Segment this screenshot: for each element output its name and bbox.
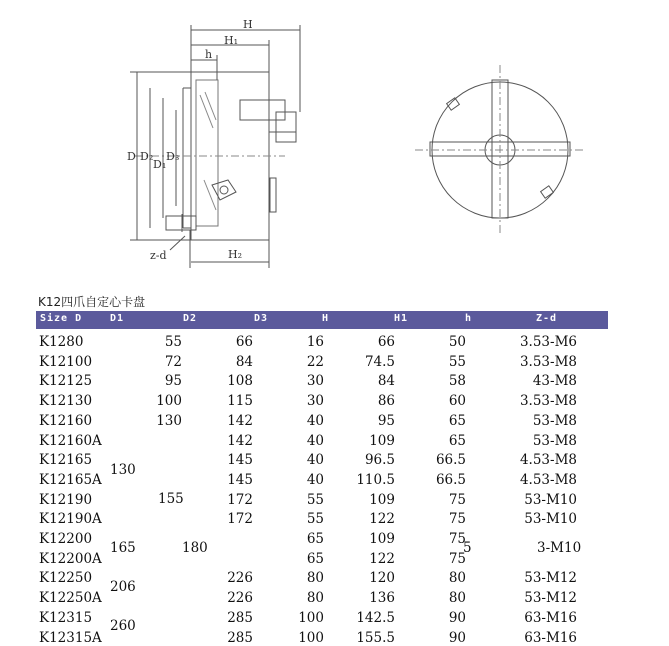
table-cell: 75 bbox=[448, 531, 466, 547]
table-cell: 80 bbox=[448, 570, 466, 587]
table-cell: 3.53-M6 bbox=[519, 334, 577, 350]
table-cell: 55 bbox=[306, 491, 324, 508]
row-size-label: K12315 bbox=[39, 609, 93, 626]
row-size-label: K1280 bbox=[39, 334, 84, 350]
table-cell: 66 bbox=[377, 334, 395, 350]
table-cell: 136 bbox=[369, 590, 395, 607]
table-cell: 30 bbox=[306, 373, 324, 390]
dim-label-D2: D₂ bbox=[140, 150, 154, 163]
table-cell: 109 bbox=[369, 531, 395, 547]
table-cell: 58 bbox=[448, 373, 466, 390]
table-cell: 100 bbox=[156, 393, 182, 410]
table-cell: 65 bbox=[306, 550, 324, 567]
table-cell: 145 bbox=[227, 452, 253, 469]
table-cell: 109 bbox=[369, 491, 395, 508]
chuck-technical-drawing bbox=[0, 0, 669, 285]
table-cell: 96.5 bbox=[364, 452, 395, 469]
table-cell: 172 bbox=[227, 511, 253, 528]
table-cell: 53-M10 bbox=[524, 491, 577, 508]
row-size-label: K12190 bbox=[39, 491, 93, 508]
table-cell: 3.53-M8 bbox=[519, 353, 577, 370]
table-cell: 142.5 bbox=[356, 609, 395, 626]
column-header: h bbox=[465, 313, 473, 324]
table-cell: 95 bbox=[377, 412, 395, 429]
row-size-label: K12165 bbox=[39, 452, 93, 469]
table-cell: 65 bbox=[448, 432, 466, 449]
table-cell: 66.5 bbox=[435, 471, 466, 488]
table-cell: 90 bbox=[448, 629, 466, 646]
table-cell: 74.5 bbox=[364, 353, 395, 370]
table-cell: 55 bbox=[448, 353, 466, 370]
table-cell: 122 bbox=[369, 550, 395, 567]
table-cell: 226 bbox=[227, 590, 253, 607]
table-cell: 75 bbox=[448, 491, 466, 508]
merged-cell-h_5: 5 bbox=[463, 540, 472, 556]
table-cell: 63-M16 bbox=[524, 609, 577, 626]
column-header: D2 bbox=[183, 313, 198, 324]
column-header: D1 bbox=[110, 313, 125, 324]
table-cell: 53-M12 bbox=[524, 590, 577, 607]
table-cell: 16 bbox=[306, 334, 324, 350]
table-cell: 75 bbox=[448, 511, 466, 528]
table-cell: 285 bbox=[227, 629, 253, 646]
merged-cell-zd_3m10: 3-M10 bbox=[537, 540, 582, 556]
table-cell: 22 bbox=[306, 353, 324, 370]
table-cell: 40 bbox=[306, 452, 324, 469]
table-cell: 50 bbox=[448, 334, 466, 350]
table-cell: 53-M8 bbox=[532, 412, 577, 429]
column-header: D3 bbox=[254, 313, 269, 324]
merged-cell-d1_165: 165 bbox=[110, 540, 136, 556]
table-cell: 155.5 bbox=[356, 629, 395, 646]
dim-label-D1: D₁ bbox=[153, 158, 167, 171]
row-size-label: K12315A bbox=[39, 629, 102, 646]
table-cell: 55 bbox=[164, 334, 182, 350]
merged-cell-d1_130: 130 bbox=[110, 462, 136, 478]
table-cell: 84 bbox=[235, 353, 253, 370]
column-header: Z-d bbox=[536, 313, 558, 324]
table-cell: 53-M8 bbox=[532, 432, 577, 449]
table-cell: 40 bbox=[306, 432, 324, 449]
merged-cell-d2_180: 180 bbox=[182, 540, 208, 556]
table-cell: 100 bbox=[298, 629, 324, 646]
merged-cell-d1_260: 260 bbox=[110, 618, 136, 634]
table-cell: 86 bbox=[377, 393, 395, 410]
row-size-label: K12200 bbox=[39, 531, 93, 547]
row-size-label: K12125 bbox=[39, 373, 93, 390]
table-cell: 66 bbox=[235, 334, 253, 350]
table-cell: 72 bbox=[164, 353, 182, 370]
table-cell: 4.53-M8 bbox=[519, 471, 577, 488]
merged-cell-d1_206: 206 bbox=[110, 579, 136, 595]
table-cell: 115 bbox=[227, 393, 253, 410]
dim-label-H2: H₂ bbox=[228, 248, 243, 261]
dim-label-H: H bbox=[243, 18, 253, 31]
table-cell: 172 bbox=[227, 491, 253, 508]
table-cell: 80 bbox=[306, 570, 324, 587]
column-header: H1 bbox=[394, 313, 409, 324]
table-cell: 145 bbox=[227, 471, 253, 488]
table-cell: 43-M8 bbox=[532, 373, 577, 390]
table-cell: 142 bbox=[227, 432, 253, 449]
table-cell: 66.5 bbox=[435, 452, 466, 469]
table-cell: 110.5 bbox=[356, 471, 395, 488]
table-cell: 55 bbox=[306, 511, 324, 528]
table-cell: 100 bbox=[298, 609, 324, 626]
row-size-label: K12200A bbox=[39, 550, 102, 567]
table-cell: 53-M10 bbox=[524, 511, 577, 528]
table-cell: 63-M16 bbox=[524, 629, 577, 646]
row-size-label: K12165A bbox=[39, 471, 102, 488]
dim-label-h: h bbox=[205, 48, 213, 61]
table-cell: 80 bbox=[306, 590, 324, 607]
dim-label-D3: D₃ bbox=[166, 150, 180, 163]
table-cell: 40 bbox=[306, 471, 324, 488]
table-cell: 30 bbox=[306, 393, 324, 410]
table-cell: 65 bbox=[306, 531, 324, 547]
table-cell: 3.53-M8 bbox=[519, 393, 577, 410]
table-cell: 53-M12 bbox=[524, 570, 577, 587]
table-cell: 60 bbox=[448, 393, 466, 410]
row-size-label: K12160 bbox=[39, 412, 93, 429]
table-cell: 84 bbox=[377, 373, 395, 390]
table-cell: 109 bbox=[369, 432, 395, 449]
dim-label-z-d: z-d bbox=[150, 249, 167, 262]
row-size-label: K12160A bbox=[39, 432, 102, 449]
table-cell: 130 bbox=[156, 412, 182, 429]
column-header: Size D bbox=[40, 313, 83, 324]
row-size-label: K12100 bbox=[39, 353, 93, 370]
row-size-label: K12250A bbox=[39, 590, 102, 607]
table-cell: 75 bbox=[448, 550, 466, 567]
table-cell: 40 bbox=[306, 412, 324, 429]
table-cell: 90 bbox=[448, 609, 466, 626]
table-cell: 285 bbox=[227, 609, 253, 626]
table-caption: K12四爪自定心卡盘 bbox=[38, 295, 146, 309]
table-cell: 95 bbox=[164, 373, 182, 390]
dim-label-H1: H₁ bbox=[224, 34, 239, 47]
table-cell: 65 bbox=[448, 412, 466, 429]
table-cell: 108 bbox=[227, 373, 253, 390]
dim-label-D: D bbox=[127, 150, 136, 163]
table-cell: 142 bbox=[227, 412, 253, 429]
table-cell: 120 bbox=[369, 570, 395, 587]
table-cell: 122 bbox=[369, 511, 395, 528]
row-size-label: K12130 bbox=[39, 393, 93, 410]
merged-cell-d2_155: 155 bbox=[158, 491, 184, 507]
table-cell: 226 bbox=[227, 570, 253, 587]
column-header: H bbox=[322, 313, 330, 324]
table-cell: 4.53-M8 bbox=[519, 452, 577, 469]
row-size-label: K12190A bbox=[39, 511, 102, 528]
row-size-label: K12250 bbox=[39, 570, 93, 587]
table-cell: 80 bbox=[448, 590, 466, 607]
